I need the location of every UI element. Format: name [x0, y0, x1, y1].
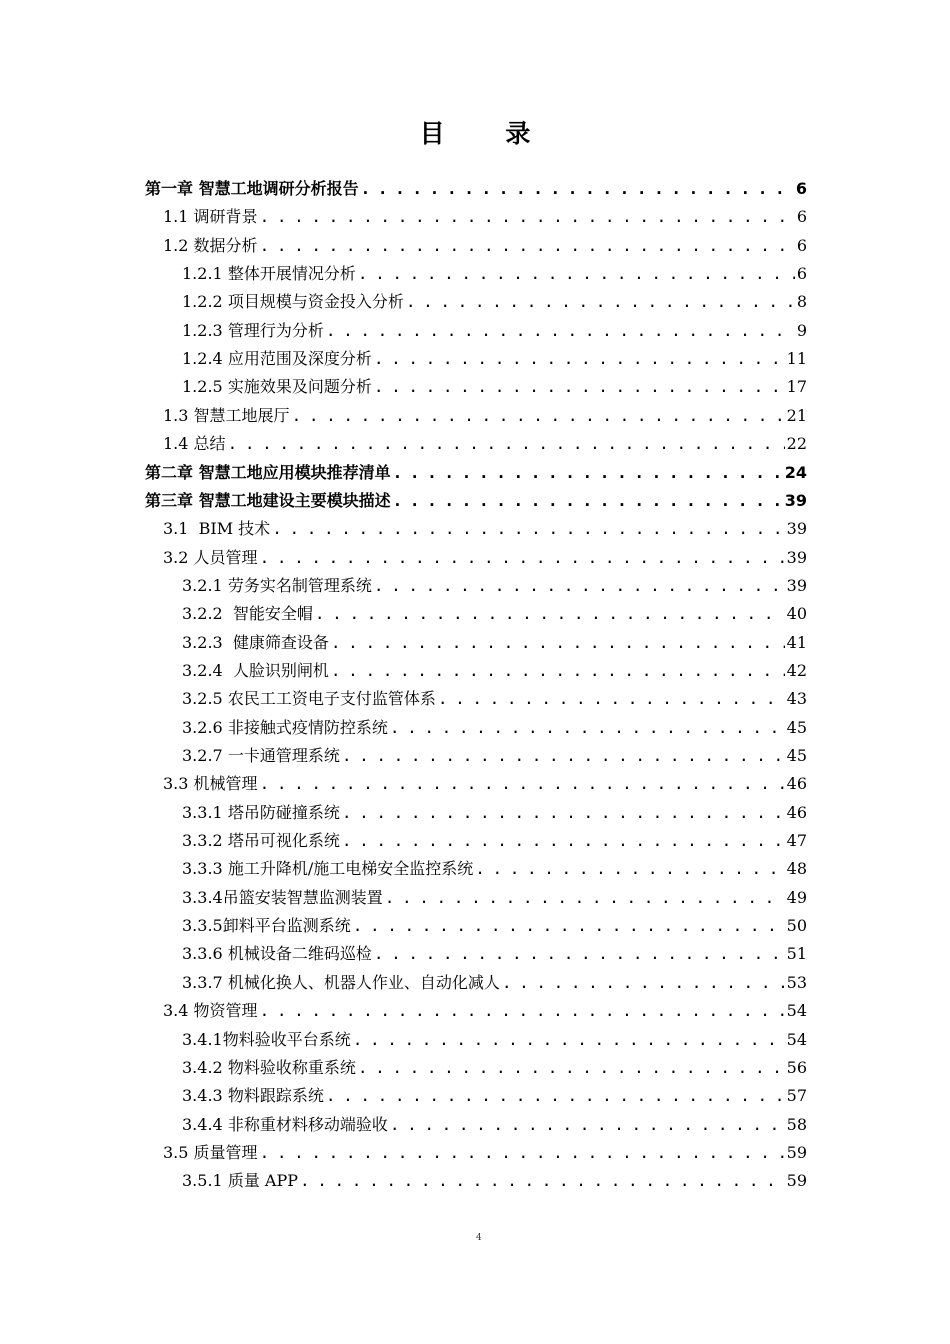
toc-entry-label: 整体开展情况分析: [227, 264, 356, 283]
toc-entry-number: 1.4: [163, 434, 189, 453]
toc-entry-label: 一卡通管理系统: [227, 746, 340, 765]
toc-entry-number: 3.2: [163, 548, 189, 567]
toc-entry-label: 智慧工地展厅: [193, 406, 290, 425]
toc-entry-label: 项目规模与资金投入分析: [227, 292, 404, 311]
toc-entry-label: 物料跟踪系统: [227, 1086, 324, 1105]
toc-entry-number: 3.5.1: [182, 1171, 223, 1190]
dot-leader: [260, 1139, 785, 1167]
toc-entry[interactable]: [182, 1111, 807, 1139]
toc-entry-number: 1.3: [163, 406, 189, 425]
toc-entry[interactable]: [163, 402, 807, 430]
toc-entry[interactable]: [163, 544, 807, 572]
toc-entry-number: 3.5: [163, 1143, 189, 1162]
toc-entry-label: 物料验收称重系统: [227, 1058, 356, 1077]
toc-entry-number: 第三章: [145, 491, 194, 510]
toc-entry-label: 塔吊可视化系统: [227, 831, 340, 850]
toc-entry-page-number: 50: [786, 916, 807, 935]
toc-entry-label: 卸料平台监测系统: [222, 916, 351, 935]
toc-entry-number: 3.2.4: [182, 661, 223, 680]
toc-entry-label: 智慧工地应用模块推荐清单: [198, 463, 391, 482]
toc-entry[interactable]: [182, 260, 807, 288]
toc-entry-page-number: 54: [786, 1001, 807, 1020]
toc-entry-page-number: 6: [796, 207, 807, 226]
dot-leader: [228, 430, 785, 458]
toc-entry-label: 非称重材料移动端验收: [227, 1115, 388, 1134]
toc-entry[interactable]: [163, 997, 807, 1025]
toc-entry[interactable]: [182, 317, 807, 345]
toc-entry-number: 1.2.1: [182, 264, 223, 283]
toc-entry[interactable]: [182, 969, 807, 997]
toc-entry-label: 总结: [193, 434, 226, 453]
dot-leader: [393, 459, 783, 487]
dot-leader: [260, 544, 785, 572]
toc-entry-page-number: 17: [786, 377, 807, 396]
toc-entry[interactable]: [182, 1082, 807, 1110]
toc-entry-number: 第二章: [145, 463, 194, 482]
toc-entry-page-number: 42: [786, 661, 807, 680]
dot-leader: [326, 317, 795, 345]
toc-entry-number: 3.3.7: [182, 973, 223, 992]
dot-leader: [361, 175, 794, 203]
toc-entry-label: 人员管理: [193, 548, 258, 567]
toc-entry[interactable]: [182, 685, 807, 713]
toc-entry-label: 农民工工资电子支付监管体系: [227, 689, 436, 708]
toc-entry-number: 1.2.4: [182, 349, 223, 368]
dot-leader: [358, 1054, 785, 1082]
toc-entry-page-number: 11: [786, 349, 807, 368]
toc-entry-page-number: 6: [796, 236, 807, 255]
toc-entry-label: 非接触式疫情防控系统: [227, 718, 388, 737]
toc-entry[interactable]: [145, 487, 807, 515]
dot-leader: [475, 855, 784, 883]
toc-entry-number: 1.1: [163, 207, 189, 226]
toc-entry-number: 3.2.1: [182, 576, 223, 595]
dot-leader: [331, 657, 785, 685]
toc-entry-number: 3.2.5: [182, 689, 223, 708]
toc-entry[interactable]: [182, 940, 807, 968]
toc-entry-number: 1.2.3: [182, 321, 223, 340]
toc-entry-page-number: 39: [786, 548, 807, 567]
toc-entry[interactable]: [182, 1026, 807, 1054]
dot-leader: [393, 487, 783, 515]
toc-entry-page-number: 40: [786, 604, 807, 623]
toc-entry-number: 3.4.3: [182, 1086, 223, 1105]
toc-entry-number: 3.2.3: [182, 633, 223, 652]
dot-leader: [326, 1082, 785, 1110]
dot-leader: [300, 1167, 785, 1195]
toc-entry[interactable]: [163, 1139, 807, 1167]
toc-entry-page-number: 57: [786, 1086, 807, 1105]
toc-entry-number: 3.3.2: [182, 831, 223, 850]
toc-entry-number: 1.2.5: [182, 377, 223, 396]
toc-entry-label: 吊篮安装智慧监测装置: [222, 888, 383, 907]
toc-entry[interactable]: [163, 203, 807, 231]
toc-entry-number: 1.2: [163, 236, 189, 255]
toc-entry-label: 物料验收平台系统: [222, 1030, 351, 1049]
toc-entry-label: 数据分析: [193, 236, 258, 255]
toc-entry-label: 机械设备二维码巡检: [227, 944, 372, 963]
dot-leader: [374, 940, 785, 968]
toc-entry[interactable]: [163, 515, 807, 543]
toc-entry[interactable]: [182, 629, 807, 657]
toc-entry-page-number: 39: [786, 519, 807, 538]
toc-entry-page-number: 43: [786, 689, 807, 708]
toc-entry-number: 3.3.3: [182, 859, 223, 878]
toc-entry-page-number: 39: [786, 576, 807, 595]
toc-entry-page-number: 46: [786, 803, 807, 822]
dot-leader: [342, 799, 785, 827]
toc-entry-page-number: 39: [784, 491, 807, 510]
toc-entry-page-number: 54: [786, 1030, 807, 1049]
toc-entry-page-number: 8: [796, 292, 807, 311]
toc-entry-label: 施工升降机/施工电梯安全监控系统: [227, 859, 474, 878]
dot-leader: [385, 884, 785, 912]
toc-entry[interactable]: [163, 232, 807, 260]
dot-leader: [438, 685, 785, 713]
toc-entry[interactable]: [182, 600, 807, 628]
toc-entry-number: 3.3.6: [182, 944, 223, 963]
toc-entry-page-number: 6: [796, 264, 807, 283]
toc-entry[interactable]: [182, 742, 807, 770]
toc-entry-page-number: 45: [786, 718, 807, 737]
toc-entry-number: 3.3.4: [182, 888, 223, 907]
toc-entry-number: 3.4: [163, 1001, 189, 1020]
toc-entry-number: 第一章: [145, 179, 194, 198]
toc-entry-number: 3.2.2: [182, 604, 223, 623]
toc-entry[interactable]: [182, 799, 807, 827]
toc-entry-number: 3.1: [163, 519, 189, 538]
toc-entry-label: 机械化换人、机器人作业、自动化减人: [227, 973, 500, 992]
toc-entry-page-number: 53: [786, 973, 807, 992]
toc-entry-page-number: 6: [795, 179, 807, 198]
toc-entry-label: 塔吊防碰撞系统: [227, 803, 340, 822]
toc-entry-number: 3.4.1: [182, 1030, 223, 1049]
dot-leader: [353, 912, 785, 940]
toc-entry-label: 智慧工地调研分析报告: [198, 179, 359, 198]
toc-entry[interactable]: [182, 572, 807, 600]
dot-leader: [406, 288, 795, 316]
toc-entry[interactable]: [182, 373, 807, 401]
toc-entry-label: 智能安全帽: [227, 604, 313, 623]
dot-leader: [502, 969, 785, 997]
toc-entry-label: 质量管理: [193, 1143, 258, 1162]
toc-entry-label: 人脸识别闸机: [227, 661, 329, 680]
toc-entry[interactable]: [182, 288, 807, 316]
toc-entry[interactable]: [182, 827, 807, 855]
dot-leader: [342, 742, 785, 770]
toc-entry-number: 3.2.7: [182, 746, 223, 765]
dot-leader: [342, 827, 785, 855]
toc-entry-page-number: 51: [786, 944, 807, 963]
dot-leader: [292, 402, 785, 430]
toc-entry[interactable]: [145, 459, 807, 487]
toc-entry[interactable]: [182, 912, 807, 940]
dot-leader: [260, 770, 785, 798]
toc-entry-page-number: 9: [796, 321, 807, 340]
toc-entry-number: 3.3: [163, 774, 189, 793]
toc-entry[interactable]: [182, 855, 807, 883]
toc-entry-page-number: 59: [786, 1143, 807, 1162]
dot-leader: [315, 600, 785, 628]
toc-entry-number: 3.4.4: [182, 1115, 223, 1134]
dot-leader: [374, 345, 785, 373]
dot-leader: [390, 1111, 785, 1139]
dot-leader: [260, 232, 795, 260]
toc-title: 目 录: [419, 119, 557, 148]
dot-leader: [390, 714, 785, 742]
toc-entry-page-number: 46: [786, 774, 807, 793]
toc-entry-label: BIM 技术: [193, 519, 271, 538]
dot-leader: [331, 629, 785, 657]
toc-entry-page-number: 22: [786, 434, 807, 453]
dot-leader: [374, 572, 785, 600]
toc-entry-label: 实施效果及问题分析: [227, 377, 372, 396]
toc-entry-page-number: 48: [786, 859, 807, 878]
toc-entry[interactable]: [145, 175, 807, 203]
toc-entry-page-number: 24: [784, 463, 807, 482]
toc-entry-page-number: 21: [786, 406, 807, 425]
dot-leader: [272, 515, 784, 543]
toc-entry-label: 管理行为分析: [227, 321, 324, 340]
toc-entry-label: 智慧工地建设主要模块描述: [198, 491, 391, 510]
toc-entry[interactable]: [182, 1054, 807, 1082]
toc-entry[interactable]: [163, 770, 807, 798]
dot-leader: [260, 203, 795, 231]
toc-entry-label: 质量 APP: [227, 1171, 298, 1190]
toc-entry-page-number: 59: [786, 1171, 807, 1190]
toc-entry-label: 应用范围及深度分析: [227, 349, 372, 368]
dot-leader: [358, 260, 795, 288]
dot-leader: [353, 1026, 785, 1054]
toc-entry-number: 3.3.1: [182, 803, 223, 822]
toc-entry[interactable]: [182, 714, 807, 742]
toc-entry-page-number: 41: [786, 633, 807, 652]
toc-entry-number: 3.2.6: [182, 718, 223, 737]
page-footer-mark: 4: [476, 1233, 482, 1243]
toc-entry[interactable]: [182, 657, 807, 685]
toc-entry[interactable]: [182, 1167, 807, 1195]
toc-entry-number: 3.4.2: [182, 1058, 223, 1077]
toc-entry-label: 物资管理: [193, 1001, 258, 1020]
dot-leader: [374, 373, 785, 401]
dot-leader: [260, 997, 785, 1025]
toc-entry-label: 机械管理: [193, 774, 258, 793]
toc-entry-page-number: 47: [786, 831, 807, 850]
toc-entry-page-number: 58: [786, 1115, 807, 1134]
toc-entry[interactable]: [163, 430, 807, 458]
toc-entry[interactable]: [182, 345, 807, 373]
toc-entry-label: 劳务实名制管理系统: [227, 576, 372, 595]
toc-entry-number: 1.2.2: [182, 292, 223, 311]
toc-entry-label: 健康筛查设备: [227, 633, 329, 652]
toc-entry-page-number: 56: [786, 1058, 807, 1077]
toc-entry-number: 3.3.5: [182, 916, 223, 935]
toc-entry[interactable]: [182, 884, 807, 912]
toc-entry-label: 调研背景: [193, 207, 258, 226]
toc-entry-page-number: 45: [786, 746, 807, 765]
toc-entry-page-number: 49: [786, 888, 807, 907]
